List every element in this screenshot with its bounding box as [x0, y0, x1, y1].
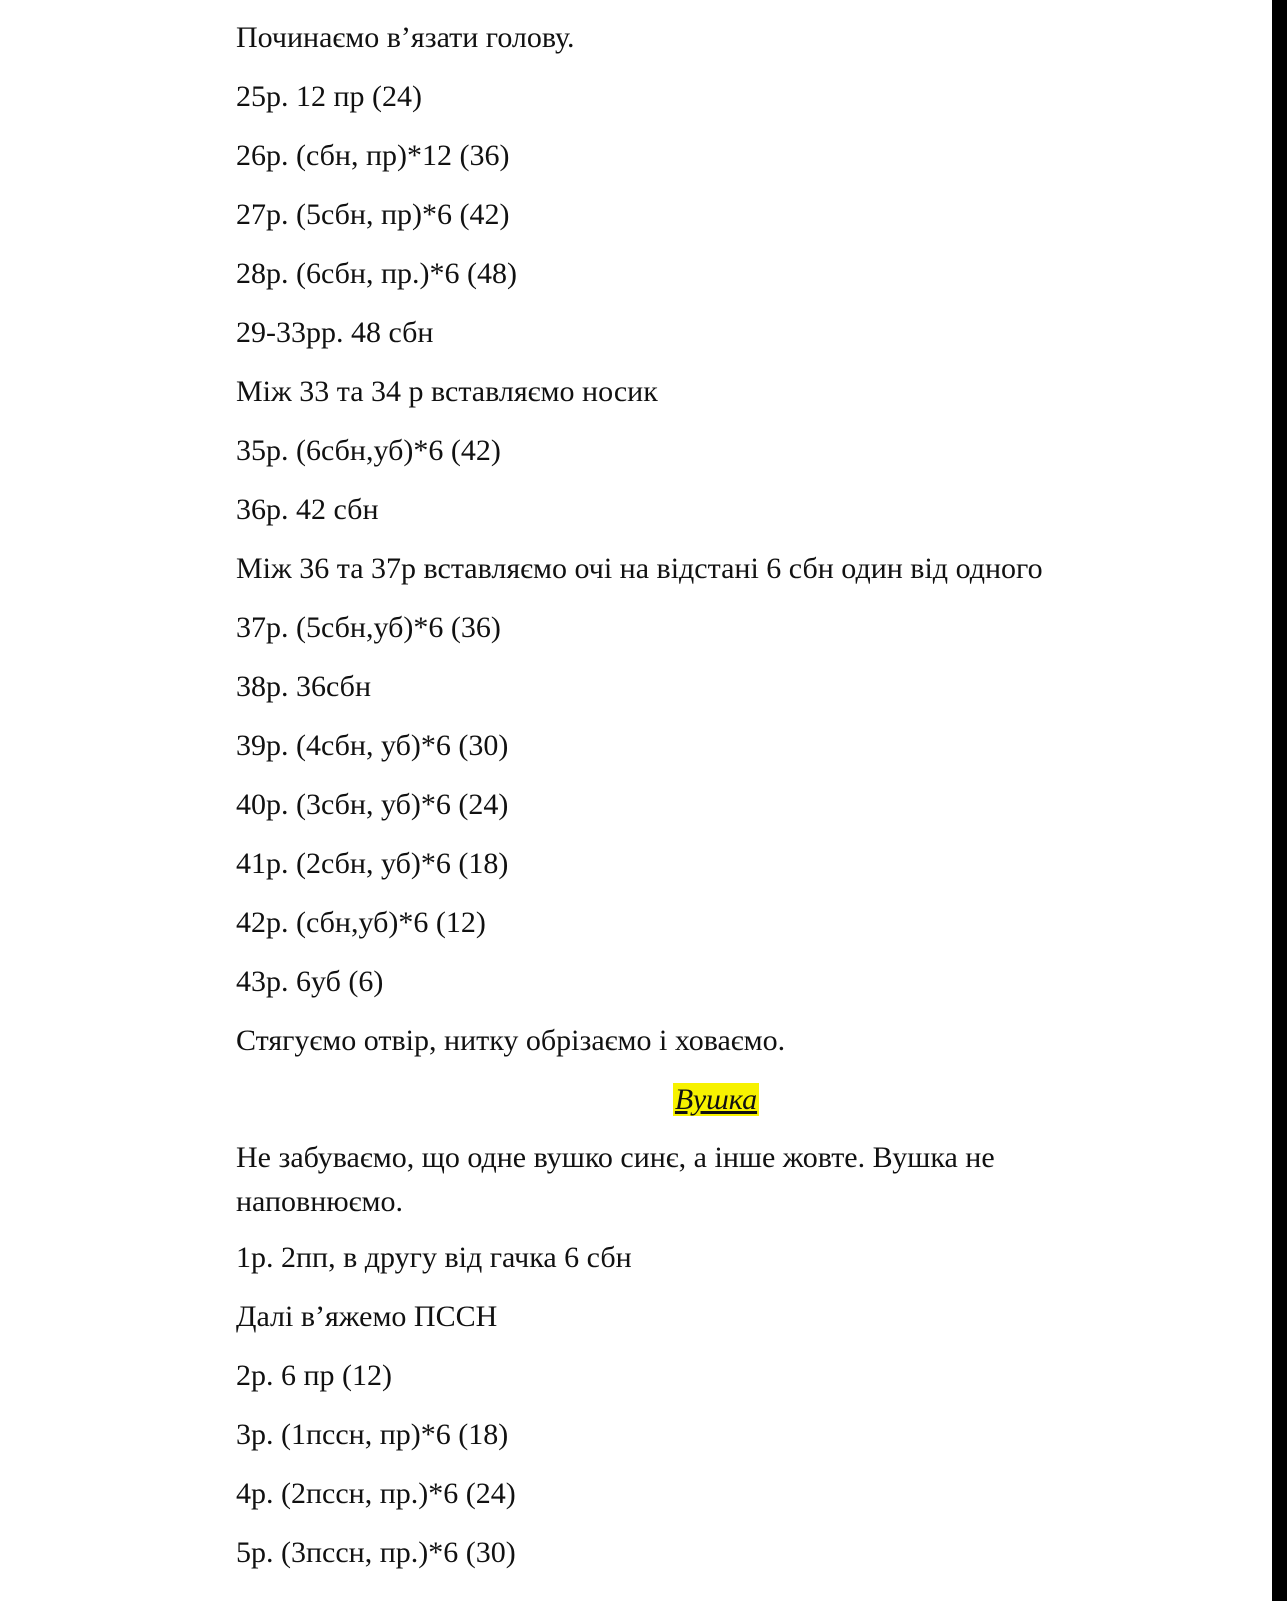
pattern-row: 1р. 2пп, в другу від гачка 6 сбн: [236, 1241, 632, 1274]
pattern-row: 43р. 6уб (6): [236, 965, 384, 998]
instruction-line: Між 36 та 37р вставляємо очі на відстані 6 сбн один від одного: [236, 552, 1043, 585]
pattern-row: 41р. (2сбн, уб)*6 (18): [236, 847, 509, 880]
pattern-row: 37р. (5сбн,уб)*6 (36): [236, 611, 501, 644]
pattern-row: 5р. (3пссн, пр.)*6 (30): [236, 1536, 516, 1569]
ears-note: Не забуваємо, що одне вушко синє, а інше жовте. Вушка не наповнюємо.: [236, 1141, 995, 1218]
instruction-line: Стягуємо отвір, нитку обрізаємо і ховаємо.: [236, 1024, 786, 1057]
instruction-line: Далі в’яжемо ПССН: [236, 1300, 498, 1333]
pattern-row: 2р. 6 пр (12): [236, 1359, 393, 1392]
ears-heading-text: Вушка: [674, 1083, 758, 1116]
pattern-row: 40р. (3сбн, уб)*6 (24): [236, 788, 509, 821]
pattern-row: 27р. (5сбн, пр)*6 (42): [236, 198, 510, 231]
page-edge-border: [1272, 0, 1287, 1601]
pattern-row: 28р. (6сбн, пр.)*6 (48): [236, 257, 518, 290]
intro-text: Починаємо в’язати голову.: [236, 21, 575, 54]
pattern-row: 38р. 36сбн: [236, 670, 371, 703]
section-heading: [80, 1081, 1272, 1119]
pattern-row: 35р. (6сбн,уб)*6 (42): [236, 434, 501, 467]
pattern-row: 42р. (сбн,уб)*6 (12): [236, 906, 486, 939]
pattern-row: 29-33рр. 48 сбн: [236, 316, 434, 349]
pattern-row: 3р. (1пссн, пр)*6 (18): [236, 1418, 509, 1451]
pattern-row: 4р. (2пссн, пр.)*6 (24): [236, 1477, 516, 1510]
pattern-row: 25р. 12 пр (24): [236, 80, 423, 113]
instruction-line: Між 33 та 34 р вставляємо носик: [236, 375, 658, 408]
pattern-row: 39р. (4сбн, уб)*6 (30): [236, 729, 509, 762]
pattern-row: 26р. (сбн, пр)*12 (36): [236, 139, 510, 172]
pattern-row: 36р. 42 сбн: [236, 493, 379, 526]
